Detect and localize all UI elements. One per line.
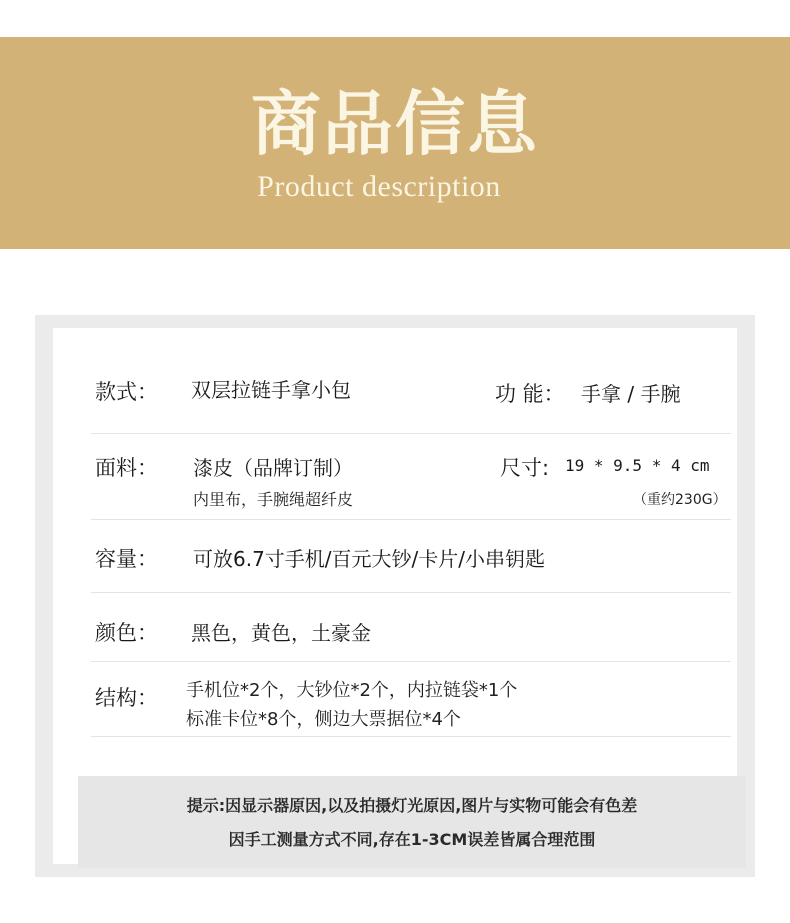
color-label: 颜色： <box>95 621 158 645</box>
size-label: 尺寸: <box>500 456 550 480</box>
divider <box>91 519 731 520</box>
product-info-panel <box>53 328 737 864</box>
divider <box>91 433 731 434</box>
divider <box>91 736 731 737</box>
style-value: 双层拉链手拿小包 <box>191 378 351 402</box>
divider <box>91 661 731 662</box>
notice-line-2: 因手工测量方式不同,存在1-3CM误差皆属合理范围 <box>228 830 596 849</box>
divider <box>91 592 731 593</box>
color-value: 黑色，黄色，土豪金 <box>191 621 371 645</box>
banner-title: 商品信息 <box>251 83 539 165</box>
material-sub-value: 内里布，手腕绳超纤皮 <box>193 490 354 509</box>
size-value: 19 * 9.5 * 4 cm <box>565 456 710 475</box>
structure-label: 结构： <box>95 686 158 710</box>
product-info-card <box>35 315 755 877</box>
structure-line-1: 手机位*2个，大钞位*2个，内拉链袋*1个 <box>186 680 518 701</box>
style-label: 款式： <box>95 380 158 404</box>
function-label: 功 能： <box>495 382 565 406</box>
notice-box <box>78 776 746 868</box>
material-label: 面料： <box>95 456 158 480</box>
notice-line-1: 提示:因显示器原因,以及拍摄灯光原因,图片与实物可能会有色差 <box>186 796 638 815</box>
capacity-value: 可放6.7寸手机/百元大钞/卡片/小串钥匙 <box>193 547 546 571</box>
capacity-label: 容量： <box>95 547 158 571</box>
header-banner <box>0 37 790 249</box>
material-value: 漆皮（品牌订制） <box>193 456 353 480</box>
structure-line-2: 标准卡位*8个，侧边大票据位*4个 <box>186 709 461 730</box>
weight-value: （重约230G） <box>633 492 727 508</box>
function-value: 手拿 / 手腕 <box>581 382 681 406</box>
banner-subtitle: Product description <box>257 170 501 203</box>
